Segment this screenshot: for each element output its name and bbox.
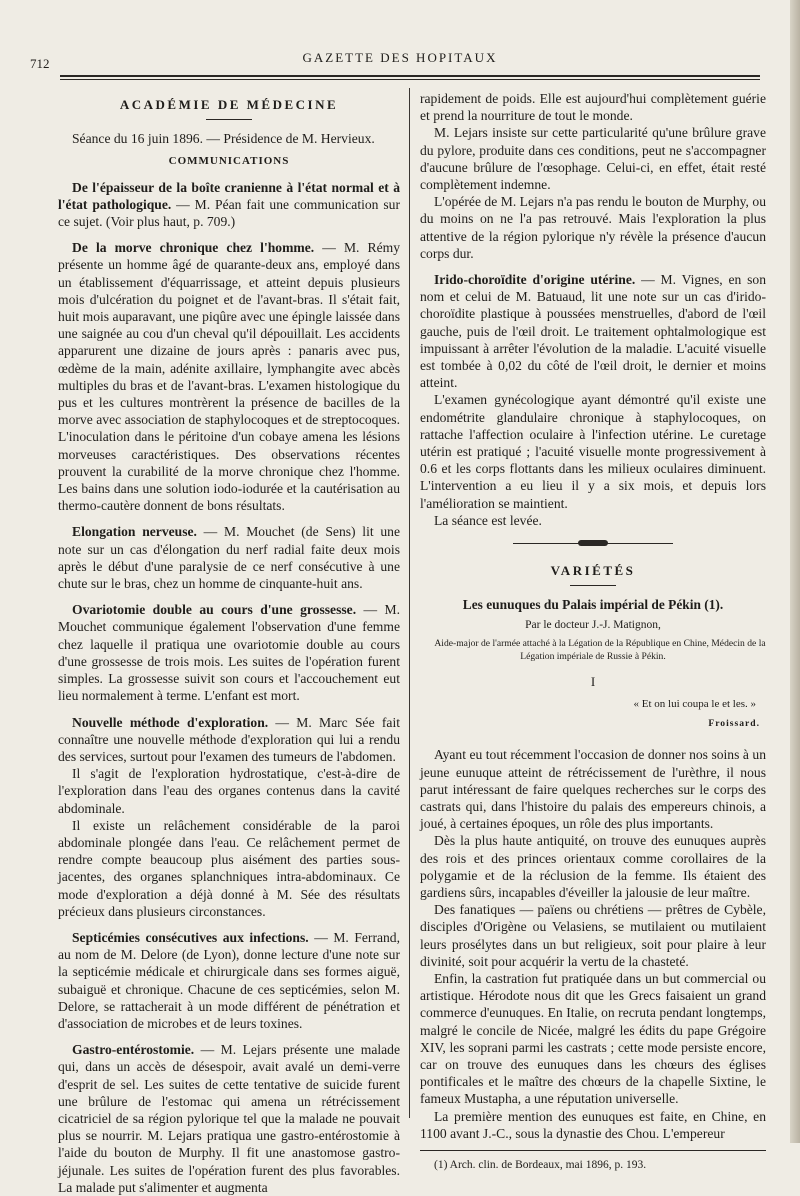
page-edge — [790, 0, 800, 1143]
paragraph-murphy: L'opérée de M. Lejars n'a pas rendu le bouton de Murphy, ou du moins on ne l'a pas retrouvé. Mais l'exploration la plus attentive de la région pylorique n'y révèle la présence d'aucun corps dur. — [420, 194, 766, 261]
paragraph-title: Septicémies consécutives aux infections. — [72, 929, 309, 945]
paragraph-body: — M. Ferrand, au nom de M. Delore (de Lyon), donne lecture d'une note sur la septicémie médicale et chirurgicale dans ses formes aiguë, subaiguë et chronique. Chacune de ces septicémies, selon M. Delore, se rattacherait à un mode différent de pénétration et d'association de microbes et de leurs toxines. — [58, 929, 401, 1031]
paragraph-eunuque-1: Ayant eu tout récemment l'occasion de donner nos soins à un jeune eunuque atteint de rétrécissement de l'urèthre, il nous parut intéressant de faire quelques recherches sur le corps des castrats qui, dans l'histoire du palais des empereurs chinois, a joué, à certaines époques, un rôle des plus importants. — [420, 747, 766, 832]
affiliation: Aide-major de l'armée attaché à la Légation de la République en Chine, Médecin de la Légation impériale de Russie à Pékin. — [434, 637, 766, 662]
paragraph-elongation — [58, 523, 400, 592]
left-column — [58, 90, 400, 1196]
column-divider — [409, 88, 410, 1118]
header-rule — [60, 75, 760, 77]
paragraph-crane — [58, 179, 400, 231]
varietes-title: VARIÉTÉS — [550, 563, 636, 579]
paragraph-title: Gastro-entérostomie. — [72, 1042, 195, 1058]
paragraph-eunuque-2: Dès la plus haute antiquité, on trouve des eunuques auprès des rois et des princes orientaux comme corollaires de la polygamie et de la réclusion de la femme. Ils étaient des gardiens sûrs, incapables d'éveiller la jalousie de leur maître. — [420, 833, 766, 900]
section-title: ACADÉMIE DE MÉDECINE — [119, 97, 339, 112]
paragraph-title: Ovariotomie double au cours d'une grossesse. — [72, 602, 357, 618]
paragraph-title: De l'épaisseur de la boîte cranienne à l'état normal et à l'état pathologique. — [58, 179, 400, 212]
footnote: (1) Arch. clin. de Bordeaux, mai 1896, p. 193. — [434, 1158, 647, 1171]
paragraph-gastro-cont: rapidement de poids. Elle est aujourd'hui complètement guérie et prend la nourriture de tout le monde. — [420, 91, 766, 124]
page-number: 712 — [30, 56, 50, 71]
paragraph-title: De la morve chronique chez l'homme. — [72, 240, 315, 256]
part-number: I — [590, 673, 596, 689]
journal-title: GAZETTE DES HOPITAUX — [302, 50, 498, 65]
paragraph-lejars: M. Lejars insiste sur cette particularité qu'une brûlure grave du pylore, produite dans ces conditions, peut ne s'accompagner d'aucune brûlure de l'œsophage. Celui-ci, en effet, était resté complètement indemne. — [420, 125, 766, 193]
session-closed: La séance est levée. — [434, 512, 542, 528]
ornament-divider — [513, 543, 673, 550]
epigraph-source: Froissard. — [708, 718, 760, 730]
paragraph-title: Irido-choroïdite d'origine utérine. — [434, 272, 636, 288]
varietes-rule — [570, 585, 616, 586]
paragraph-body: — M. Marc Sée fait connaître une nouvelle méthode d'exploration qui lui a rendu des services, surtout pour l'examen des tumeurs de l'abdomen. — [58, 714, 400, 764]
paragraph-ovariotomie — [58, 601, 400, 704]
epigraph: « Et on lui coupa le et les. » — [633, 697, 756, 710]
header-rule-thin — [60, 79, 760, 80]
session-line: Séance du 16 juin 1896. — Présidence de M. Hervieux. — [72, 131, 375, 147]
paragraph-body: — M. Vignes, en son nom et celui de M. Batuaud, lit une note sur un cas d'irido-choroïdite plastique à poussées menstruelles, d'abord de l'œil gauche, puis de l'œil droit. Le traitement ophtalmologique est impuissant à arrêter l'évolution de la maladie. L'acuité visuelle est tombée à 0,02 du côté de l'œil droit, le dernier et moins atteint. — [420, 272, 766, 391]
paragraph-exploration-2: Il s'agit de l'exploration hydrostatique, c'est-à-dire de l'exploration dans l'eau des organes contenus dans la cavité abdominale. — [58, 766, 400, 816]
section-rule — [206, 119, 252, 120]
paragraph-morve — [58, 239, 400, 514]
footnote-rule — [420, 1150, 766, 1151]
paragraph-title: Nouvelle méthode d'exploration. — [72, 714, 269, 730]
communications-label: COMMUNICATIONS — [168, 155, 290, 168]
paragraph-gastro — [58, 1041, 400, 1196]
right-column — [420, 90, 766, 1174]
article-title: Les eunuques du Palais impérial de Pékin (1). — [462, 597, 724, 613]
byline: Par le docteur J.-J. Matignon, — [525, 619, 661, 632]
paragraph-title: Elongation nerveuse. — [72, 524, 197, 540]
paragraph-eunuque-4: Enfin, la castration fut pratiquée dans un but commercial ou artistique. Hérodote nous dit que les Grecs faisaient un grand commerce d'eunuques. En Italie, on recruta pendant longtemps, malgré le concile de Nicée, malgré les édits du pape Grégoire XIV, les soprani parmi les castrats ; cette mode persiste encore, car on trouve des eunuques dans les chœurs des églises pontificales et le maître des chœurs de la chapelle Sixtine, le fameux Mustapha, a une réputation universelle. — [420, 970, 766, 1107]
paragraph-exploration — [58, 714, 400, 766]
paragraph-septicemies — [58, 929, 400, 1032]
running-head — [30, 50, 770, 72]
paragraph-body: — M. Rémy présente un homme âgé de quarante-deux ans, employé dans un établissement d'équarrissage, et atteint depuis plusieurs mois d'ulcération du poignet et de l'avant-bras. Il s'était fait, huit mois auparavant, une piqûre avec une épingle laissée dans une saignée au cou d'un cheval qu'il dépouillait. Les accidents apparurent une dizaine de jours après : panaris avec pus, œdème de la main, adénite axillaire, lymphangite avec abcès multiples du bras et de l'avant-bras. L'examen histologique du pus et les cultures montrèrent la présence de bacilles de la morve avec association de staphylocoques et de streptocoques. L'inoculation dans le péritoine d'un cobaye amena les lésions morveuses caractéristiques. Des observations récentes prouvent la curabilité de la morve chronique chez l'homme. Les bains dans une solution iodo-iodurée et la cautérisation au thermo-cautère donnent de bons résultats. — [58, 240, 400, 514]
paragraph-eunuque-3: Des fanatiques — païens ou chrétiens — prêtres de Cybèle, disciples d'Origène ou Velasiens, se mutilaient ou mutilaient leurs prosélytes dans un but religieux, soit pour plaire à leur divinité, soit pour acquérir la vertu de la chasteté. — [420, 902, 766, 969]
paragraph-exploration-3: Il existe un relâchement considérable de la paroi abdominale plongée dans l'eau. Ce relâchement permet de rendre compte beaucoup plus aisément des parties sous-jacentes, des organes splanchniques intra-abdominaux. Ce mode d'exploration a déjà donné à M. Sée des résultats précieux dans plusieurs circonstances. — [58, 817, 400, 919]
paragraph-body: — M. Lejars présente une malade qui, dans un accès de désespoir, avait avalé un demi-verre d'esprit de sel. Les suites de cette tentative de suicide furent une brûlure de l'estomac qui amena un rétrécissement cicatriciel de sa région pylorique tel que la malade ne pouvait plus se nourrir. M. Lejars pratiqua une gastro-entérostomie à l'aide du bouton de Murphy. Il fit une anastomose gastro-jéjunale. Les suites de l'opération furent des plus favorables. La malade put s'alimenter et augmenta — [58, 1042, 400, 1195]
paragraph-irido — [420, 271, 766, 391]
paragraph-body: — M. Mouchet communique également l'observation d'une femme chez laquelle il pratiqua une ovariotomie double au cours d'une grossesse de trois mois. Les suites de l'opération furent simples. La grossesse suivit son cours et l'accouchement eut lieu normalement à terme. L'enfant est mort. — [58, 602, 400, 704]
paragraph-body: — M. Mouchet (de Sens) lit une note sur un cas d'élongation du nerf radial faite deux mois après le début d'une paralysie de ce nerf consécutive à une chute sur le bras, chez un homme de cinquante-huit ans. — [58, 524, 401, 592]
paragraph-body: — M. Péan fait une communication sur ce sujet. (Voir plus haut, p. 709.) — [58, 196, 400, 230]
paragraph-eunuque-5: La première mention des eunuques est faite, en Chine, en 1100 avant J.-C., sous la dynastie des Chou. L'empereur — [420, 1108, 766, 1141]
paragraph-gyneco: L'examen gynécologique ayant démontré qu'il existe une endométrite glandulaire chronique à staphylocoques, on rattache l'affection oculaire à l'infection utérine. Le curetage utérin est pratiqué ; l'acuité visuelle monte progressivement à 0.6 et les corps flottants dans les milieux oculaires diminuent. L'intervention a eu lieu il y a six mois, et depuis lors l'amélioration se maintient. — [420, 392, 766, 511]
